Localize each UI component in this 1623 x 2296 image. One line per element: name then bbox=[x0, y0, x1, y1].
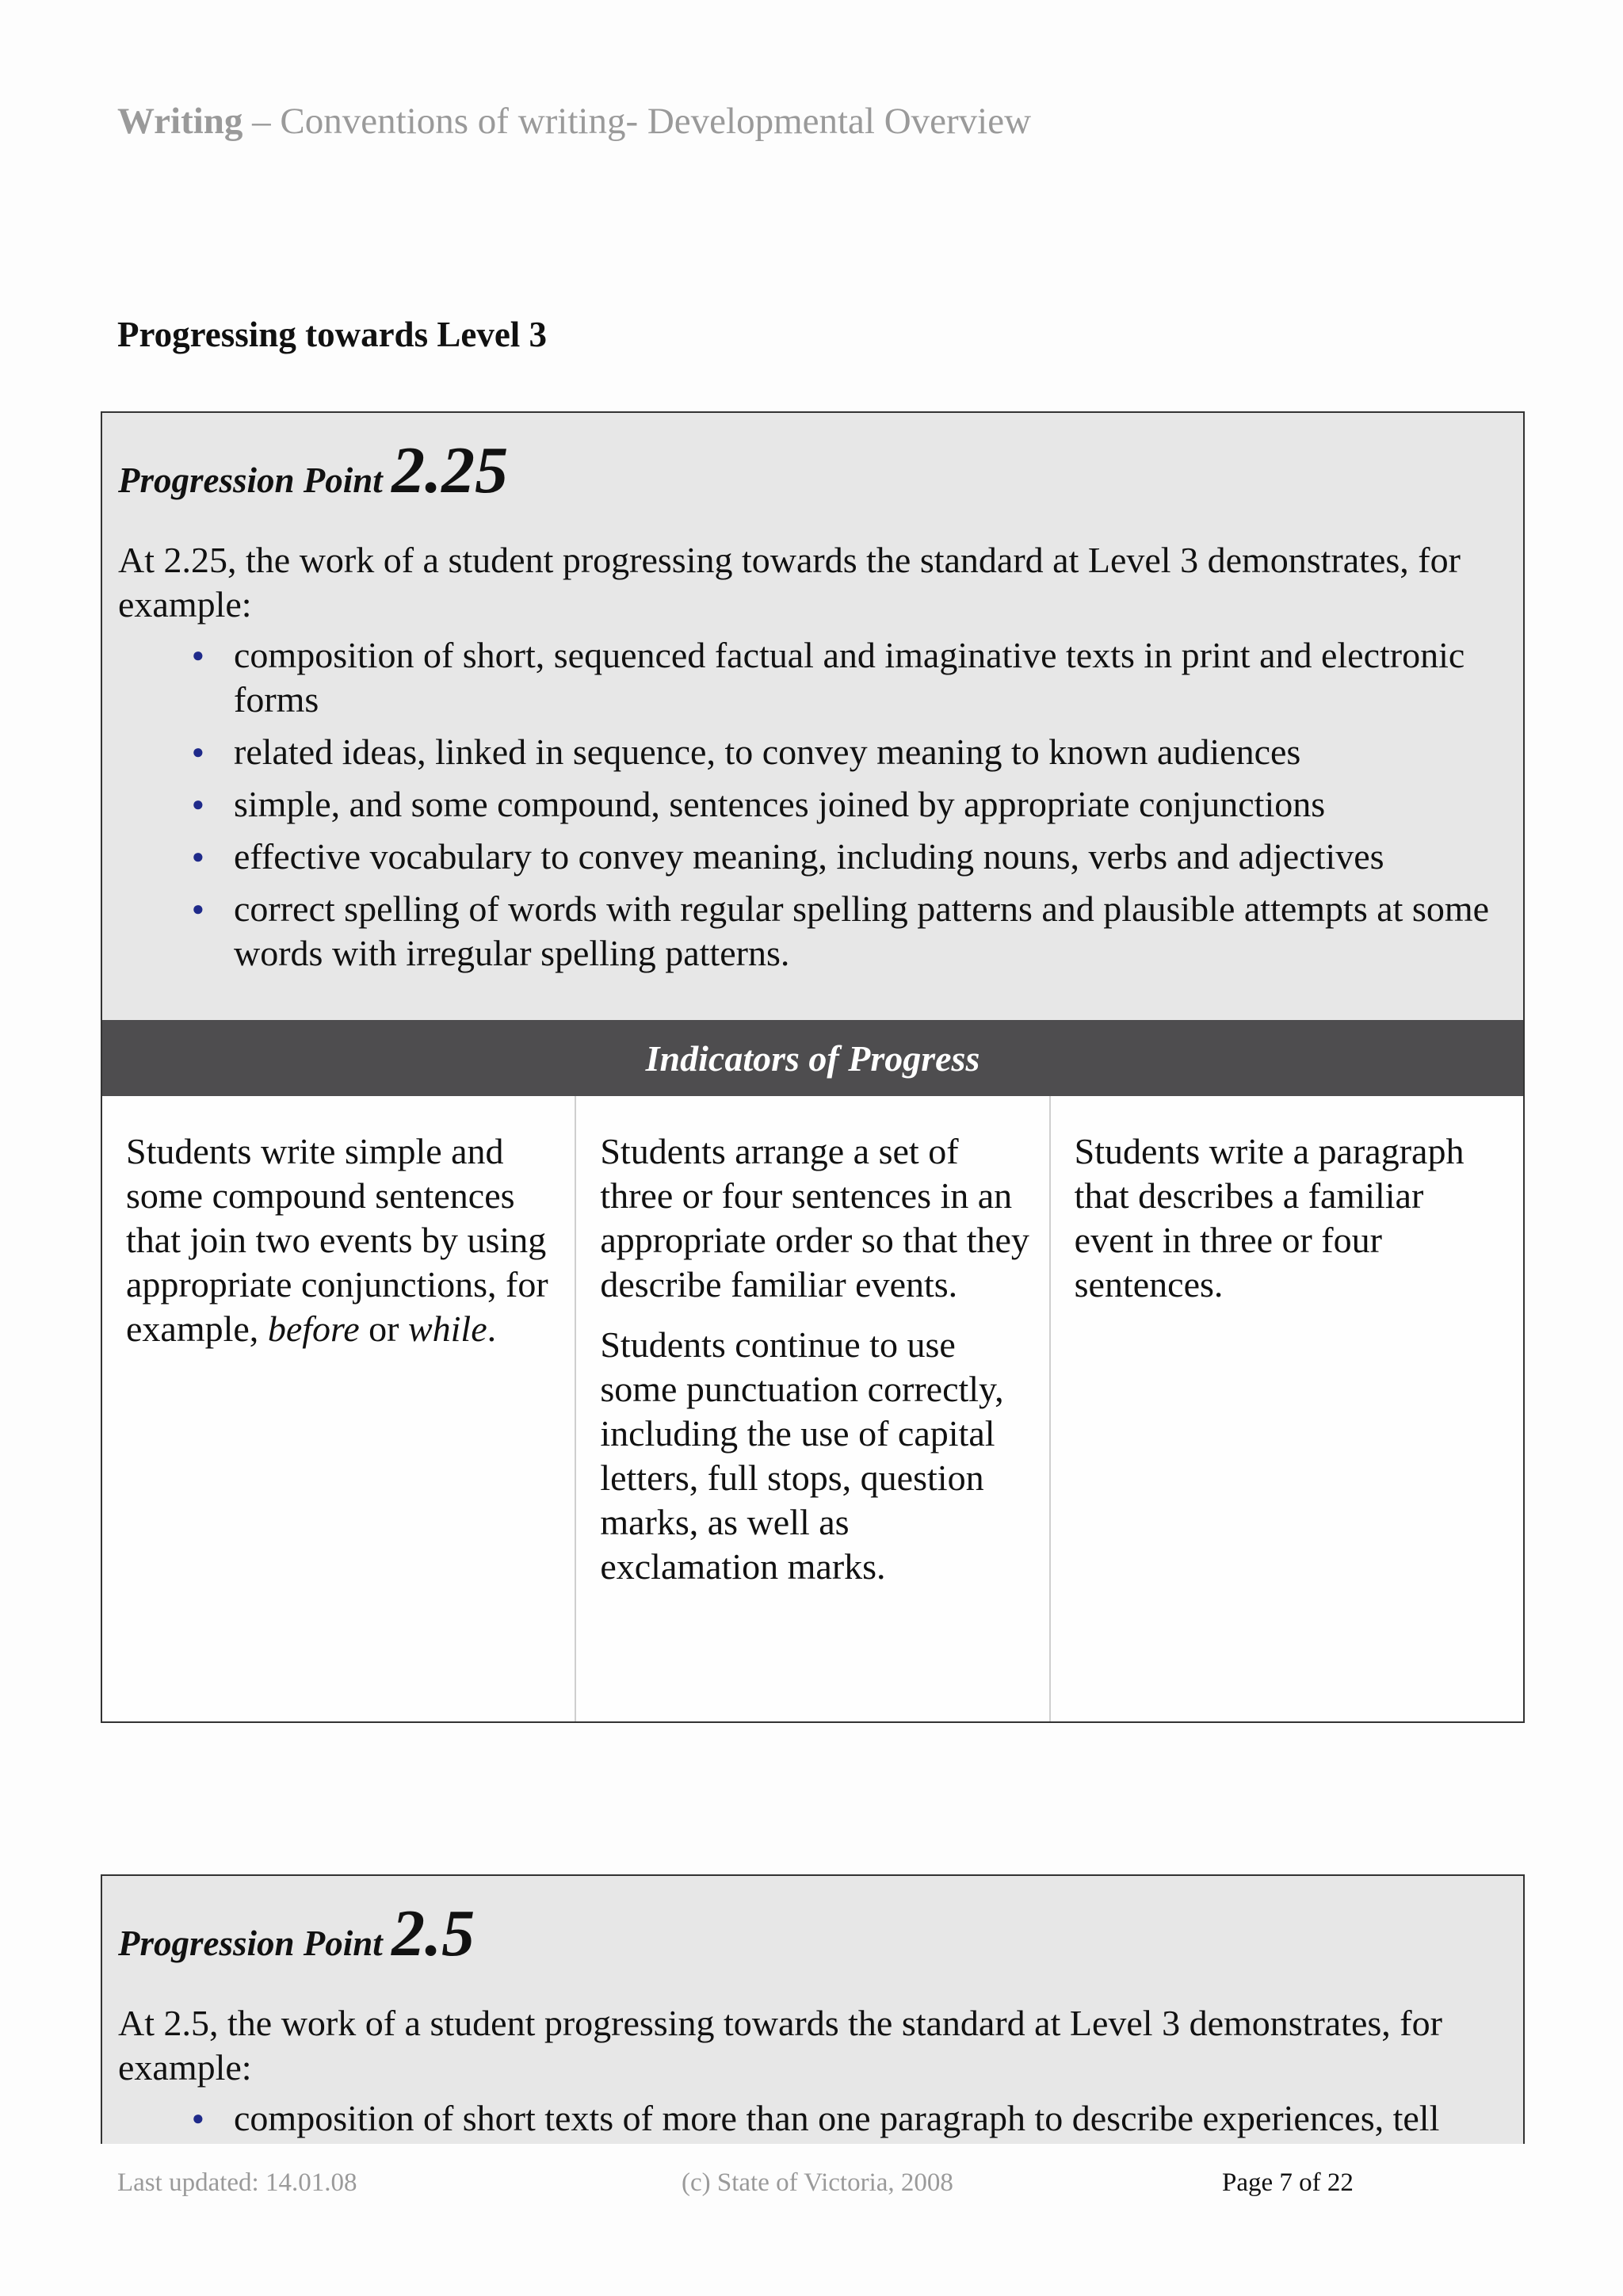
bullet-text: simple, and some compound, sentences joined by appropriate conjunctions bbox=[234, 784, 1326, 824]
indicator-text-mid: or bbox=[359, 1308, 408, 1349]
bullet-icon: ● bbox=[192, 644, 204, 667]
progression-point-box-2-25 bbox=[101, 411, 1525, 1723]
indicator-example-word: before bbox=[267, 1308, 360, 1349]
list-item bbox=[102, 730, 1491, 774]
indicator-text bbox=[126, 1129, 556, 1351]
indicator-text-end: . bbox=[487, 1308, 497, 1349]
indicator-text: Students arrange a set of three or four sentences in an appropriate order so that they describe familiar events. bbox=[600, 1131, 1029, 1305]
progression-point-number: 2.5 bbox=[391, 1897, 475, 1970]
document-header bbox=[117, 100, 1031, 143]
list-item bbox=[102, 835, 1491, 879]
bullet-text: effective vocabulary to convey meaning, including nouns, verbs and adjectives bbox=[234, 836, 1384, 877]
bullet-icon: ● bbox=[192, 897, 204, 920]
progression-bullet-list bbox=[102, 2096, 1491, 2149]
list-item bbox=[102, 633, 1491, 722]
list-item bbox=[102, 887, 1491, 976]
bullet-text: related ideas, linked in sequence, to convey meaning to known audiences bbox=[234, 732, 1301, 772]
progression-intro: At 2.25, the work of a student progressing towards the standard at Level 3 demonstrates, for example: bbox=[118, 540, 1461, 625]
bullet-icon: ● bbox=[192, 845, 204, 868]
indicators-of-progress-header: Indicators of Progress bbox=[102, 1020, 1523, 1096]
indicator-text-main: Students write simple and some compound sentences that join two events by using appropriate conjunctions, for example, bbox=[126, 1131, 548, 1349]
bullet-text: composition of short texts of more than one paragraph to describe experiences, tell bbox=[234, 2098, 1440, 2138]
progression-point-box-2-5 bbox=[101, 1874, 1525, 2144]
indicator-column-1 bbox=[102, 1096, 575, 1721]
bullet-text: composition of short, sequenced factual and imaginative texts in print and electronic forms bbox=[234, 635, 1465, 720]
progression-point-heading bbox=[118, 1895, 475, 1972]
indicator-example-word: while bbox=[407, 1308, 487, 1349]
footer-copyright: (c) State of Victoria, 2008 bbox=[682, 2168, 953, 2197]
list-item bbox=[102, 782, 1491, 827]
progression-bullet-list bbox=[102, 633, 1491, 984]
progression-intro: At 2.5, the work of a student progressing towards the standard at Level 3 demonstrates, for example: bbox=[118, 2003, 1442, 2088]
bullet-text: correct spelling of words with regular spelling patterns and plausible attempts at some words with irregular spelling patterns. bbox=[234, 888, 1490, 973]
header-title: – Conventions of writing- Developmental Overview bbox=[242, 101, 1032, 142]
progression-point-heading bbox=[118, 432, 508, 509]
indicator-text: Students continue to use some punctuation correctly, including the use of capital letters, full stops, question marks, as well as exclamation marks. bbox=[600, 1324, 1004, 1587]
indicator-text: Students write a paragraph that describes a familiar event in three or four sentences. bbox=[1074, 1131, 1465, 1305]
footer-last-updated: Last updated: 14.01.08 bbox=[117, 2168, 357, 2197]
bullet-icon: ● bbox=[192, 793, 204, 816]
list-item bbox=[102, 2096, 1491, 2141]
header-subject: Writing bbox=[117, 101, 243, 142]
section-title: Progressing towards Level 3 bbox=[117, 315, 548, 354]
bullet-icon: ● bbox=[192, 2107, 204, 2130]
footer-page-number: Page 7 of 22 bbox=[1222, 2168, 1354, 2197]
progression-point-number: 2.25 bbox=[391, 434, 509, 507]
indicators-columns bbox=[102, 1096, 1523, 1721]
indicator-column-3 bbox=[1049, 1096, 1523, 1721]
progression-point-label: Progression Point bbox=[118, 460, 392, 500]
bullet-icon: ● bbox=[192, 740, 204, 763]
indicator-column-2 bbox=[575, 1096, 1048, 1721]
progression-point-label: Progression Point bbox=[118, 1924, 392, 1963]
